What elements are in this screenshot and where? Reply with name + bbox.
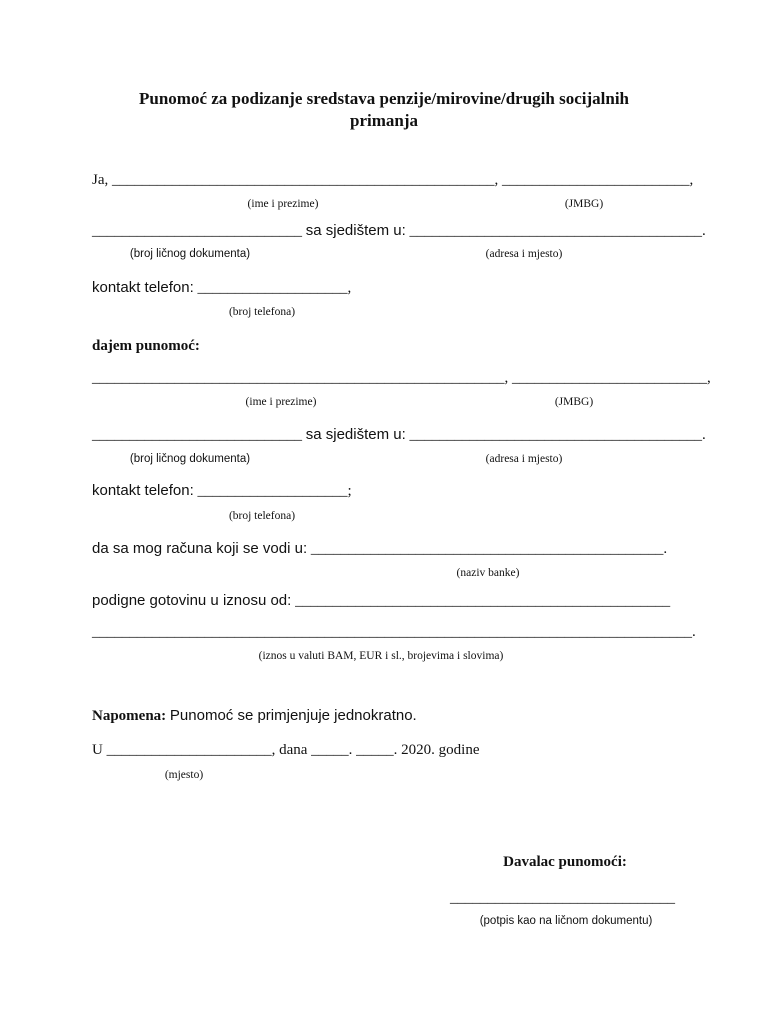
- caption-place: (mjesto): [164, 769, 204, 781]
- attorney-phone-field[interactable]: ____________________;: [197, 483, 352, 499]
- principal-phone-row: [92, 279, 351, 297]
- document-number-field[interactable]: ____________________________: [92, 223, 302, 239]
- caption-attorney-jmbg: (JMBG): [554, 396, 594, 408]
- caption-address: (adresa i mjesto): [485, 248, 563, 260]
- principal-name-row[interactable]: Ja, ___________________________________________________, _________________________,: [92, 172, 694, 188]
- signature-field[interactable]: ______________________________: [450, 890, 675, 906]
- attorney-address-label: sa sjedištem u:: [305, 426, 406, 443]
- caption-phone: (broj telefona): [228, 306, 296, 318]
- address-label: sa sjedištem u:: [305, 222, 406, 239]
- signature-label: Davalac punomoći:: [503, 854, 627, 870]
- note: [92, 707, 417, 725]
- attorney-name-row[interactable]: _______________________________________________________, __________________________,: [92, 370, 711, 386]
- caption-attorney-phone: (broj telefona): [228, 510, 296, 522]
- bank-label: da sa mog računa koji se vodi u:: [92, 540, 308, 557]
- attorney-address-field[interactable]: _______________________________________.: [409, 427, 706, 443]
- amount-label: podigne gotovinu u iznosu od:: [92, 592, 292, 609]
- phone-label: kontakt telefon:: [92, 279, 194, 296]
- amount-field[interactable]: __________________________________________________: [295, 593, 671, 609]
- caption-jmbg: (JMBG): [564, 198, 604, 210]
- title-line-1: Punomoć za podizanje sredstava penzije/mirovine/drugih socijalnih: [138, 89, 630, 108]
- place-date-row[interactable]: U ______________________, dana _____. _____. 2020. godine: [92, 742, 480, 758]
- address-field[interactable]: _______________________________________.: [409, 223, 706, 239]
- attorney-phone-row: [92, 482, 352, 500]
- bank-row: [92, 540, 667, 558]
- caption-attorney-full-name: (ime i prezime): [245, 396, 317, 408]
- amount-field-line-2[interactable]: ________________________________________________________________________________.: [92, 624, 696, 640]
- grant-label: dajem punomoć:: [92, 338, 200, 354]
- principal-address-row: [92, 222, 706, 240]
- attorney-address-row: [92, 426, 706, 444]
- caption-signature: (potpis kao na ličnom dokumentu): [479, 915, 653, 927]
- caption-amount: (iznos u valuti BAM, EUR i sl., brojevima i slovima): [258, 650, 504, 662]
- title-line-2: primanja: [350, 111, 418, 130]
- attorney-document-number-field[interactable]: ____________________________: [92, 427, 302, 443]
- attorney-phone-label: kontakt telefon:: [92, 482, 194, 499]
- note-label: Napomena:: [92, 708, 167, 724]
- caption-attorney-address: (adresa i mjesto): [485, 453, 563, 465]
- amount-row: [92, 592, 670, 610]
- page-title: [0, 88, 768, 132]
- caption-document-number: (broj ličnog dokumenta): [129, 248, 251, 260]
- caption-attorney-document-number: (broj ličnog dokumenta): [129, 453, 251, 465]
- caption-full-name: (ime i prezime): [247, 198, 319, 210]
- bank-field[interactable]: _______________________________________________.: [310, 541, 668, 557]
- note-text: Punomoć se primjenjuje jednokratno.: [169, 707, 417, 724]
- caption-bank-name: (naziv banke): [456, 567, 520, 579]
- phone-field[interactable]: ____________________,: [197, 280, 352, 296]
